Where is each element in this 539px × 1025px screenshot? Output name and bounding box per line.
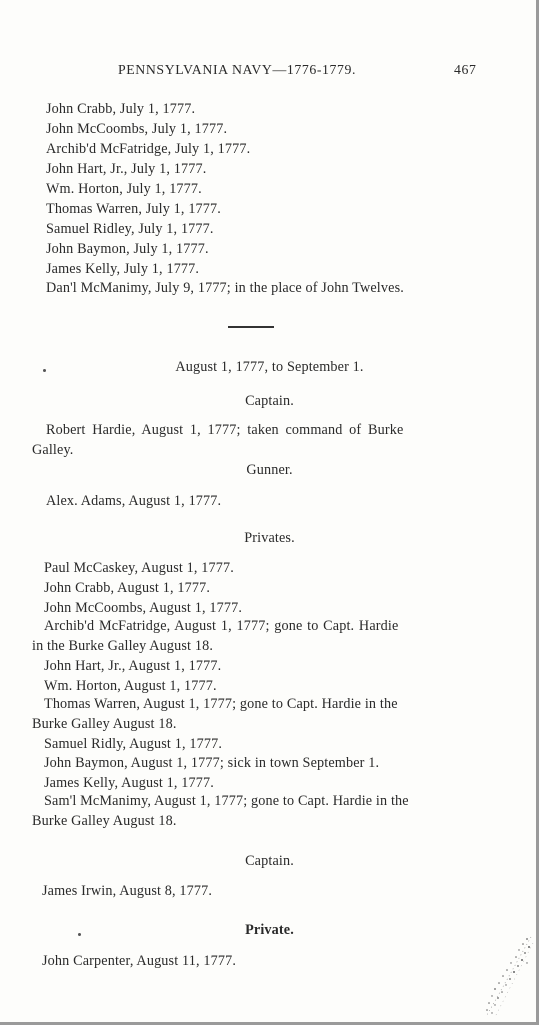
list-item: John Crabb, August 1, 1777. [44, 580, 211, 596]
list-item: John Crabb, July 1, 1777. [46, 101, 196, 117]
list-item: James Kelly, July 1, 1777. [46, 261, 200, 277]
scan-speckle [483, 935, 535, 1019]
list-item: Dan'l McManimy, July 9, 1777; in the place of John Twelves. [46, 280, 404, 296]
list-item-continuation: in the Burke Galley August 18. [32, 638, 214, 654]
captain-entry-continuation: Galley. [32, 442, 74, 458]
running-title: PENNSYLVANIA NAVY—1776-1779. [118, 62, 357, 77]
list-item: Paul McCaskey, August 1, 1777. [44, 560, 234, 576]
list-item: Sam'l McManimy, August 1, 1777; gone to Capt. Hardie in the [44, 793, 409, 809]
list-item-continuation: Burke Galley August 18. [32, 813, 177, 829]
list-item-continuation: Burke Galley August 18. [32, 716, 177, 732]
list-item: Wm. Horton, August 1, 1777. [44, 678, 217, 694]
list-item: Samuel Ridley, July 1, 1777. [46, 221, 214, 237]
private-entry: John Carpenter, August 11, 1777. [42, 953, 237, 969]
page-number: 467 [454, 62, 477, 77]
list-item: Thomas Warren, August 1, 1777; gone to Capt. Hardie in the [44, 696, 398, 712]
captain-heading: Captain. [245, 393, 294, 409]
list-item: Wm. Horton, July 1, 1777. [46, 181, 202, 197]
list-item: John Baymon, August 1, 1777; sick in town September 1. [44, 755, 380, 771]
list-item: John Hart, Jr., August 1, 1777. [44, 658, 222, 674]
captain-entry: Robert Hardie, August 1, 1777; taken command of Burke [46, 422, 404, 438]
list-item: Archib'd McFatridge, July 1, 1777. [46, 141, 251, 157]
list-item: Samuel Ridly, August 1, 1777. [44, 736, 223, 752]
section-heading: August 1, 1777, to September 1. [175, 359, 364, 375]
gunner-heading: Gunner. [246, 462, 293, 478]
private-heading: Private. [245, 922, 294, 938]
privates-heading: Privates. [244, 530, 295, 546]
list-item: John Hart, Jr., July 1, 1777. [46, 161, 207, 177]
section-divider [228, 326, 274, 328]
gunner-entry: Alex. Adams, August 1, 1777. [46, 493, 222, 509]
captain-heading: Captain. [245, 853, 294, 869]
list-item: James Kelly, August 1, 1777. [44, 775, 214, 791]
list-item: John Baymon, July 1, 1777. [46, 241, 209, 257]
list-item: Archib'd McFatridge, August 1, 1777; gone to Capt. Hardie [44, 618, 399, 634]
list-item: John McCoombs, August 1, 1777. [44, 600, 243, 616]
list-item: John McCoombs, July 1, 1777. [46, 121, 228, 137]
captain-entry: James Irwin, August 8, 1777. [42, 883, 213, 899]
list-item: Thomas Warren, July 1, 1777. [46, 201, 221, 217]
